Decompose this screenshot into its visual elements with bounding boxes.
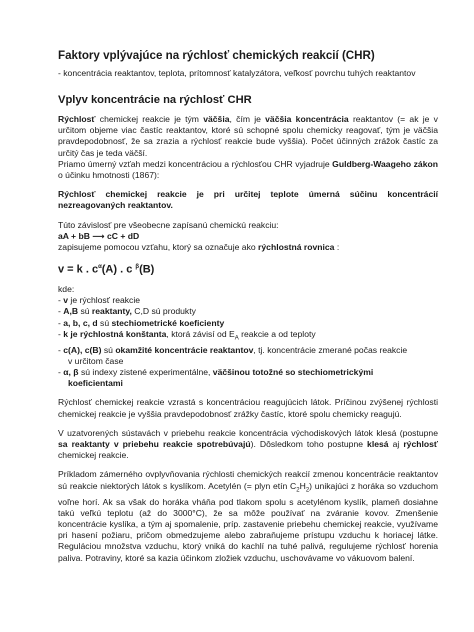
paragraph-law-intro <box>58 159 438 181</box>
p1-bold-e: väčšia koncentrácia <box>265 114 349 124</box>
p2-text-c: o účinku hmotnosti (1867): <box>58 170 160 181</box>
rate-eq-alpha: α <box>98 264 102 271</box>
def-dash: - <box>58 367 64 378</box>
p6-text: V uzatvorených sústavách v priebehu reakcie koncentrácia východiskových látok klesá (postupne <box>58 427 438 438</box>
p7-text: Príkladom zámerného ovplyvňovania rýchlosti chemických reakcií zmenou koncentrácie reaktantov sú reakcie niektorých látok s kyslíkom. Acetylén (= plyn etín C <box>58 469 438 491</box>
paragraph-dependency: Túto závislosť pre všeobecne zapísanú chemickú reakciu: <box>58 219 279 230</box>
p7-text: ) unikajúci z horáka so vzduchom voľne horí. Ak sa však do horáka vháňa pod tlakom spolu s acetylénom kyslík, plameň dosiahne takú veľkú teplotu (až do 3000°C), že sa môže používať na zváranie kovov. Zmenšenie koncentrácie kyslíka, a tým aj spomalenie, príp. zastavenie priebehu chemickej reakcie, využívame pri hasení požiaru, pričom obmedzujeme alebo zabraňujeme prístupu vzduchu k horiacej látke. Reguláciou množstva vzduchu, ktorý vniká do kachlí na tuhé palivá, regulujeme rýchlosť horenia paliva. Potraviny, ktoré sa kazia účinkom zložiek vzduchu, uschovávame vo vákuovom balení. <box>58 480 438 563</box>
def-dash: - <box>58 328 64 339</box>
p2-law-name: Guldberg-Waageho zákon <box>332 158 438 169</box>
def-dash: - <box>58 317 64 328</box>
def-text: sú <box>101 344 116 355</box>
definition-item <box>58 306 438 317</box>
definition-item <box>58 367 438 378</box>
p7-subscript: 2 <box>305 487 310 494</box>
definition-item <box>58 318 438 329</box>
p6-bold: sa reaktanty v priebehu reakcie spotrebúvajú <box>58 439 251 450</box>
def-text: C,D sú produkty <box>131 306 196 317</box>
def-dash: - <box>58 306 64 317</box>
def-text: sú <box>97 317 112 328</box>
paragraph-rate-eq-intro <box>58 242 438 253</box>
def-term: stechiometrické koeficienty <box>111 317 225 328</box>
def-term: väčšinou totožné so stechiometrickými <box>212 367 374 378</box>
rate-eq-c: (B) <box>139 263 155 276</box>
def-text: v určitom čase <box>68 355 124 366</box>
rate-eq-b: (A) . c <box>101 263 136 276</box>
p6-text: chemickej reakcie. <box>58 450 129 461</box>
p4-text-c: : <box>334 242 340 253</box>
definition-item-continuation <box>58 378 438 389</box>
p7-text: H <box>299 480 306 491</box>
paragraph-closed-systems <box>58 428 438 462</box>
def-text: , tj. koncentrácie zmerané počas reakcie <box>253 344 408 355</box>
definition-item-continuation <box>58 356 438 367</box>
def-term: koeficientami <box>68 378 123 389</box>
document-title: Faktory vplývajúce na rýchlosť chemických reakcií (CHR) <box>58 49 375 62</box>
definition-item <box>58 345 438 356</box>
def-term: okamžité koncentrácie reaktantov <box>115 344 254 355</box>
law-text: Rýchlosť chemickej reakcie je pri určitej teplote úmerná súčinu koncentrácií nezreagovaných reaktantov. <box>58 189 438 211</box>
p1-text-f: reaktantov (= ak je v určitom objeme viac častíc reaktantov, ktoré sú schopné spolu chemicky reagovať, tým je väčšia pravdepodobnosť, že sa zrazia a rýchlosť reakcie bude vyššia). Počet účinných zrážok častíc za určitý čas je teda väčší. <box>58 114 438 158</box>
def-dash: - <box>58 295 64 306</box>
rate-eq-beta: β <box>135 264 140 271</box>
def-subscript: A <box>234 335 239 342</box>
def-dash: - <box>58 344 64 355</box>
p6-bold: klesá <box>367 439 389 450</box>
p4-text-a: zapisujeme pomocou vzťahu, ktorý sa označuje ako <box>58 242 259 253</box>
def-term: a, b, c, d <box>63 317 98 328</box>
p6-bold: rýchlosť <box>403 439 439 450</box>
p1-bold-a: Rýchlosť <box>58 114 96 124</box>
p6-text: ). Dôsledkom toho postupne <box>250 439 368 450</box>
rate-equation <box>58 259 438 278</box>
def-term: A,B <box>63 306 79 317</box>
def-text: sú <box>78 306 92 317</box>
p4-bold-b: rýchlostná rovnica <box>258 242 335 253</box>
def-term: k je rýchlostná konštanta <box>63 328 167 339</box>
def-text: je rýchlosť reakcie <box>68 295 141 306</box>
p7-subscript: 2 <box>296 487 300 494</box>
p1-bold-c: väčšia <box>203 114 230 124</box>
p1-text-d: , čím je <box>229 114 266 124</box>
def-term: reaktanty, <box>91 306 132 317</box>
section-title: Vplyv koncentrácie na rýchlosť CHR <box>58 94 252 106</box>
def-text: sú indexy zistené experimentálne, <box>78 367 213 378</box>
paragraph-concentration <box>58 114 438 159</box>
p6-text: aj <box>388 439 404 450</box>
where-label: kde: <box>58 283 75 294</box>
p1-text-b: chemickej reakcie je tým <box>95 114 204 124</box>
paragraph-rate-growth: Rýchlosť chemickej reakcie vzrastá s koncentráciou reagujúcich látok. Príčinou zvýšenej rýchlosti chemickej reakcie je vyššia pravdepodobnosť zrážky častíc, ktoré spolu chemicky reagujú. <box>58 397 438 419</box>
law-statement <box>58 189 438 211</box>
def-text: reakcie a od teploty <box>238 328 316 339</box>
p2-text-a: Priamo úmerný vzťah medzi koncentráciou a rýchlosťou CHR vyjadruje <box>58 158 333 169</box>
def-term: c(A), c(B) <box>63 344 102 355</box>
paragraph-examples <box>58 469 438 563</box>
general-reaction-equation: aA + bB ⟶ cC + dD <box>58 230 140 241</box>
def-text: , ktorá závisí od E <box>166 328 235 339</box>
definition-item <box>58 295 438 306</box>
def-term: v <box>63 295 69 306</box>
rate-eq-a: v = k . c <box>58 263 99 276</box>
definition-item <box>58 329 438 345</box>
factors-list: - koncentrácia reaktantov, teplota, prítomnosť katalyzátora, veľkosť povrchu tuhých reaktantov <box>58 68 416 78</box>
definitions-list <box>58 295 438 389</box>
def-term: α, β <box>63 367 79 378</box>
